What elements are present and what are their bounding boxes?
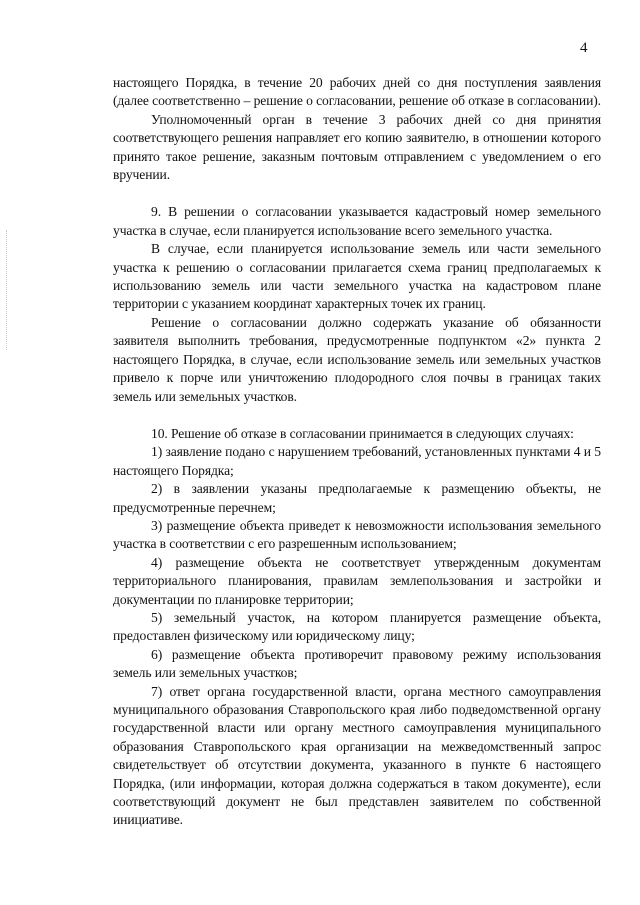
paragraph: Решение о согласовании должно содержать указание об обязанности заявителя выполнить требования, предусмотренные подпунктом «2» пункта 2 настоящего Порядка, в случае, если использование земель или земельных участков привело к порче или уничтожению плодородного слоя почвы в границах таких земель или земельных участков. [113, 314, 601, 404]
list-item: 7) ответ органа государственной власти, органа местного самоуправления муниципального образования Ставропольского края либо подведомственной органу государственной власти или органу местного самоуправления муниципального образования Ставропольского края организации на межведомственный запрос свидетельствует об отсутствии документа, указанного в пункте 6 настоящего Порядка, (или информации, которая должна содержаться в таком документе), если соответствующий документ не был представлен заявителем по собственной инициативе. [113, 683, 601, 828]
paragraph-item-9: 9. В решении о согласовании указывается кадастровый номер земельного участка в случае, если планируется использование всего земельного участка. [113, 204, 601, 238]
paragraph: Уполномоченный орган в течение 3 рабочих дней со дня принятия соответствующего решения направляет его копию заявителю, в отношении которого принято такое решение, заказным почтовым отправлением с уведомлением о его вручении. [113, 111, 601, 183]
list-item: 3) размещение объекта приведет к невозможности использования земельного участка в соответствии с его разрешенным использованием; [113, 517, 601, 552]
paragraph-item-10: 10. Решение об отказе в согласовании принимается в следующих случаях: [151, 425, 574, 441]
paragraph: В случае, если планируется использование земель или части земельного участка к решению о согласовании прилагается схема границ предполагаемых к использованию земель или части земельного участка на кадастровом плане территории с указанием координат характерных точек их границ. [113, 241, 601, 312]
document-body [113, 74, 601, 830]
list-item: 1) заявление подано с нарушением требований, установленных пунктами 4 и 5 настоящего Порядка; [113, 444, 601, 478]
scan-margin-marks [6, 230, 11, 350]
page-number: 4 [580, 40, 588, 56]
paragraph: настоящего Порядка, в течение 20 рабочих дней со дня поступления заявления (далее соответственно – решение о согласовании, решение об отказе в согласовании). [113, 75, 601, 109]
list-item: 5) земельный участок, на котором планируется размещение объекта, предоставлен физическому или юридическому лицу; [113, 609, 601, 644]
list-item: 4) размещение объекта не соответствует утвержденным документам территориального планирования, правилам землепользования и застройки и документации по планировке территории; [113, 554, 601, 607]
list-item: 6) размещение объекта противоречит правовому режиму использования земель или земельных участков; [113, 646, 601, 681]
list-item: 2) в заявлении указаны предполагаемые к размещению объекты, не предусмотренные перечнем; [113, 481, 601, 515]
